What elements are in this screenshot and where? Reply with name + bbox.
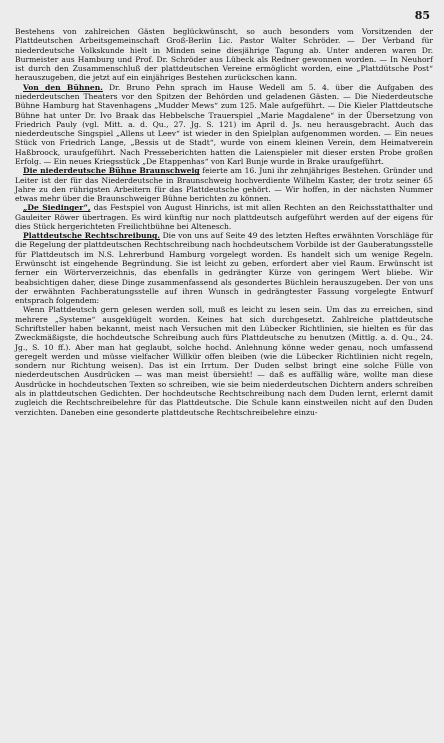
paragraph-buehnen: Von den Bühnen. Dr. Bruno Pehn sprach im Hause Wedell am 5. 4. über die Aufgaben des niederdeutschen Theaters vor den Spitzen der Behörden und geladenen Gästen. — Die Niederdeutsche Bühne Hamburg hat Stavenhagens „Mudder Mews“ zum 125. Male aufgeführt. — Die Kieler Plattdeutsche Bühne hat unter Dr. Ivo Braak das Hebbelsche Trauerspiel „Marie Magdalene“ in der Übersetzung von Friedrich Pauly (vgl. Mitt. a. d. Qu., 27. Jg. S. 121) im April d. Js. neu herausgebracht. Auch das niederdeutsche Singspiel „Allens ut Leev“ ist wieder in den Spielplan aufgenommen worden. — Ein neues Stück von Friedrich Lange, „Bessis ut de Stadt“, wurde von einem kleinen Verein, dem Heimatverein Haßbroock, uraufgeführt. Nach Presseberichten hatten die Laienspieler mit dieser ersten Probe großen Erfolg. — Ein neues Kriegsstück „De Etappenhas“ von Karl Bunje wurde in Brake uraufgeführt. xyxy=(15,82,433,166)
section-heading: Von den Bühnen. xyxy=(23,82,103,92)
section-heading: Die niederdeutsche Bühne Braunschweig xyxy=(23,166,200,176)
paragraph-entwurf: Wenn Plattdeutsch gern gelesen werden soll, muß es leicht zu lesen sein. Um das zu erreichen, sind mehrere „Systeme“ ausgeklügelt worden. Keines hat sich durchgesetzt. Zahlreiche plattdeutsche Schriftsteller haben bekannt, meist nach Versuchen mit den Lübecker Richtlinien, sie hielten es für das Zweckmäßigste, die hochdeutsche Schreibung auch fürs Plattdeutsche zu benutzen (Mittlg. a. d. Qu., 24. Jg., S. 10 ff.). Aber man hat geglaubt, solche hochd. Anlehnung könne weder genau, noch umfassend geregelt werden und müsse vielfacher Willkür offen bleiben (wie die Lübecker Richtlinien nicht regeln, sondern nur Richtung weisen). Das ist ein Irrtum. Der Duden selbst bringt eine solche Fülle von niederdeutschen Ausdrücken — was man meist übersieht! — daß es auffällig wäre, wollte man diese Ausdrücke in hochdeutschen Texten so schreiben, wie sie beim niederdeutschen Dichtern anders schreiben als in plattdeutschen Gedichten. Der hochdeutsche Rechtschreibung nach dem Duden lernt, erlernt damit zugleich die Rechtschreibelehre für das Plattdeutsche. Die Schule kann einstweilen nicht auf den Duden verzichten. Daneben eine gesonderte plattdeutsche Rechtschreibelehre einzu- xyxy=(15,305,433,417)
page-number: 85 xyxy=(414,9,430,22)
body-text xyxy=(15,27,433,417)
paragraph-siedinger: „De Siedinger“, das Festspiel von August Hinrichs, ist mit allen Rechten an den Reichsstatthalter und Gauleiter Röwer übertragen. Es wird künftig nur noch plattdeutsch aufgeführt werden auf der eigens für dies Stück hergerichteten Freilichtbühne bei Altenesch. xyxy=(15,203,434,231)
paragraph-rechtschreibung: Plattdeutsche Rechtschreibung. Die von uns auf Seite 49 des letzten Heftes erwähnten Vorschläge für die Regelung der plattdeutschen Rechtschreibung nach hochdeutschem Vorbilde ist der Gauberatungsstelle für Plattdeutsch im N.S. Lehrerbund Hamburg vorgelegt worden. Es handelt sich um wenige Regeln. Erwünscht ist eingehende Begründung. Sie ist leicht zu geben, erfordert aber viel Raum. Erwünscht ist ferner ein Wörterverzeichnis, das ebenfalls in gedrängter Kürze von geringem Wert bliebe. Wir beabsichtigen daher, diese Dinge zusammenfassend als gesondertes Büchlein herauszugeben. Der von uns der erwähnten Fachberatungsstelle auf ihren Wunsch in gedrängtester Fassung vorgelegte Entwurf entsprach folgendem: xyxy=(15,231,433,306)
paragraph-intro: Bestehens von zahlreichen Gästen beglückwünscht, so auch besonders vom Vorsitzenden der Plattdeutschen Arbeitsgemeinschaft Groß-Berlin Lic. Pastor Walter Schröder. — Der Verband für niederdeutsche Volkskunde hielt in Minden seine diesjährige Tagung ab. Unter anderen waren Dr. Burmeister aus Hamburg und Prof. Dr. Schröder aus Lübeck als Redner gewonnen worden. — In Neuhorf ist durch den Zusammenschluß der plattdeutschen Vereine ermöglicht worden, eine „Plattdütsche Post“ herauszugeben, die jetzt auf ein einjähriges Bestehen zurückschen kann. xyxy=(15,27,433,83)
paragraph-braunschweig: Die niederdeutsche Bühne Braunschweig feierte am 16. Juni ihr zehnjähriges Bestehen. Gründer und Leiter ist der für das Niederdeutsche in Braunschweig hochverdiente Wilhelm Kaster, der trotz seiner 65 Jahre zu den rührigsten Arbeitern für das Plattdeutsche gehört. — Wir hoffen, in der nächsten Nummer etwas mehr über die Braunschweiger Bühne berichten zu können. xyxy=(15,166,433,204)
section-heading: Plattdeutsche Rechtschreibung. xyxy=(23,231,160,241)
section-heading: „De Siedinger“, xyxy=(23,203,91,213)
